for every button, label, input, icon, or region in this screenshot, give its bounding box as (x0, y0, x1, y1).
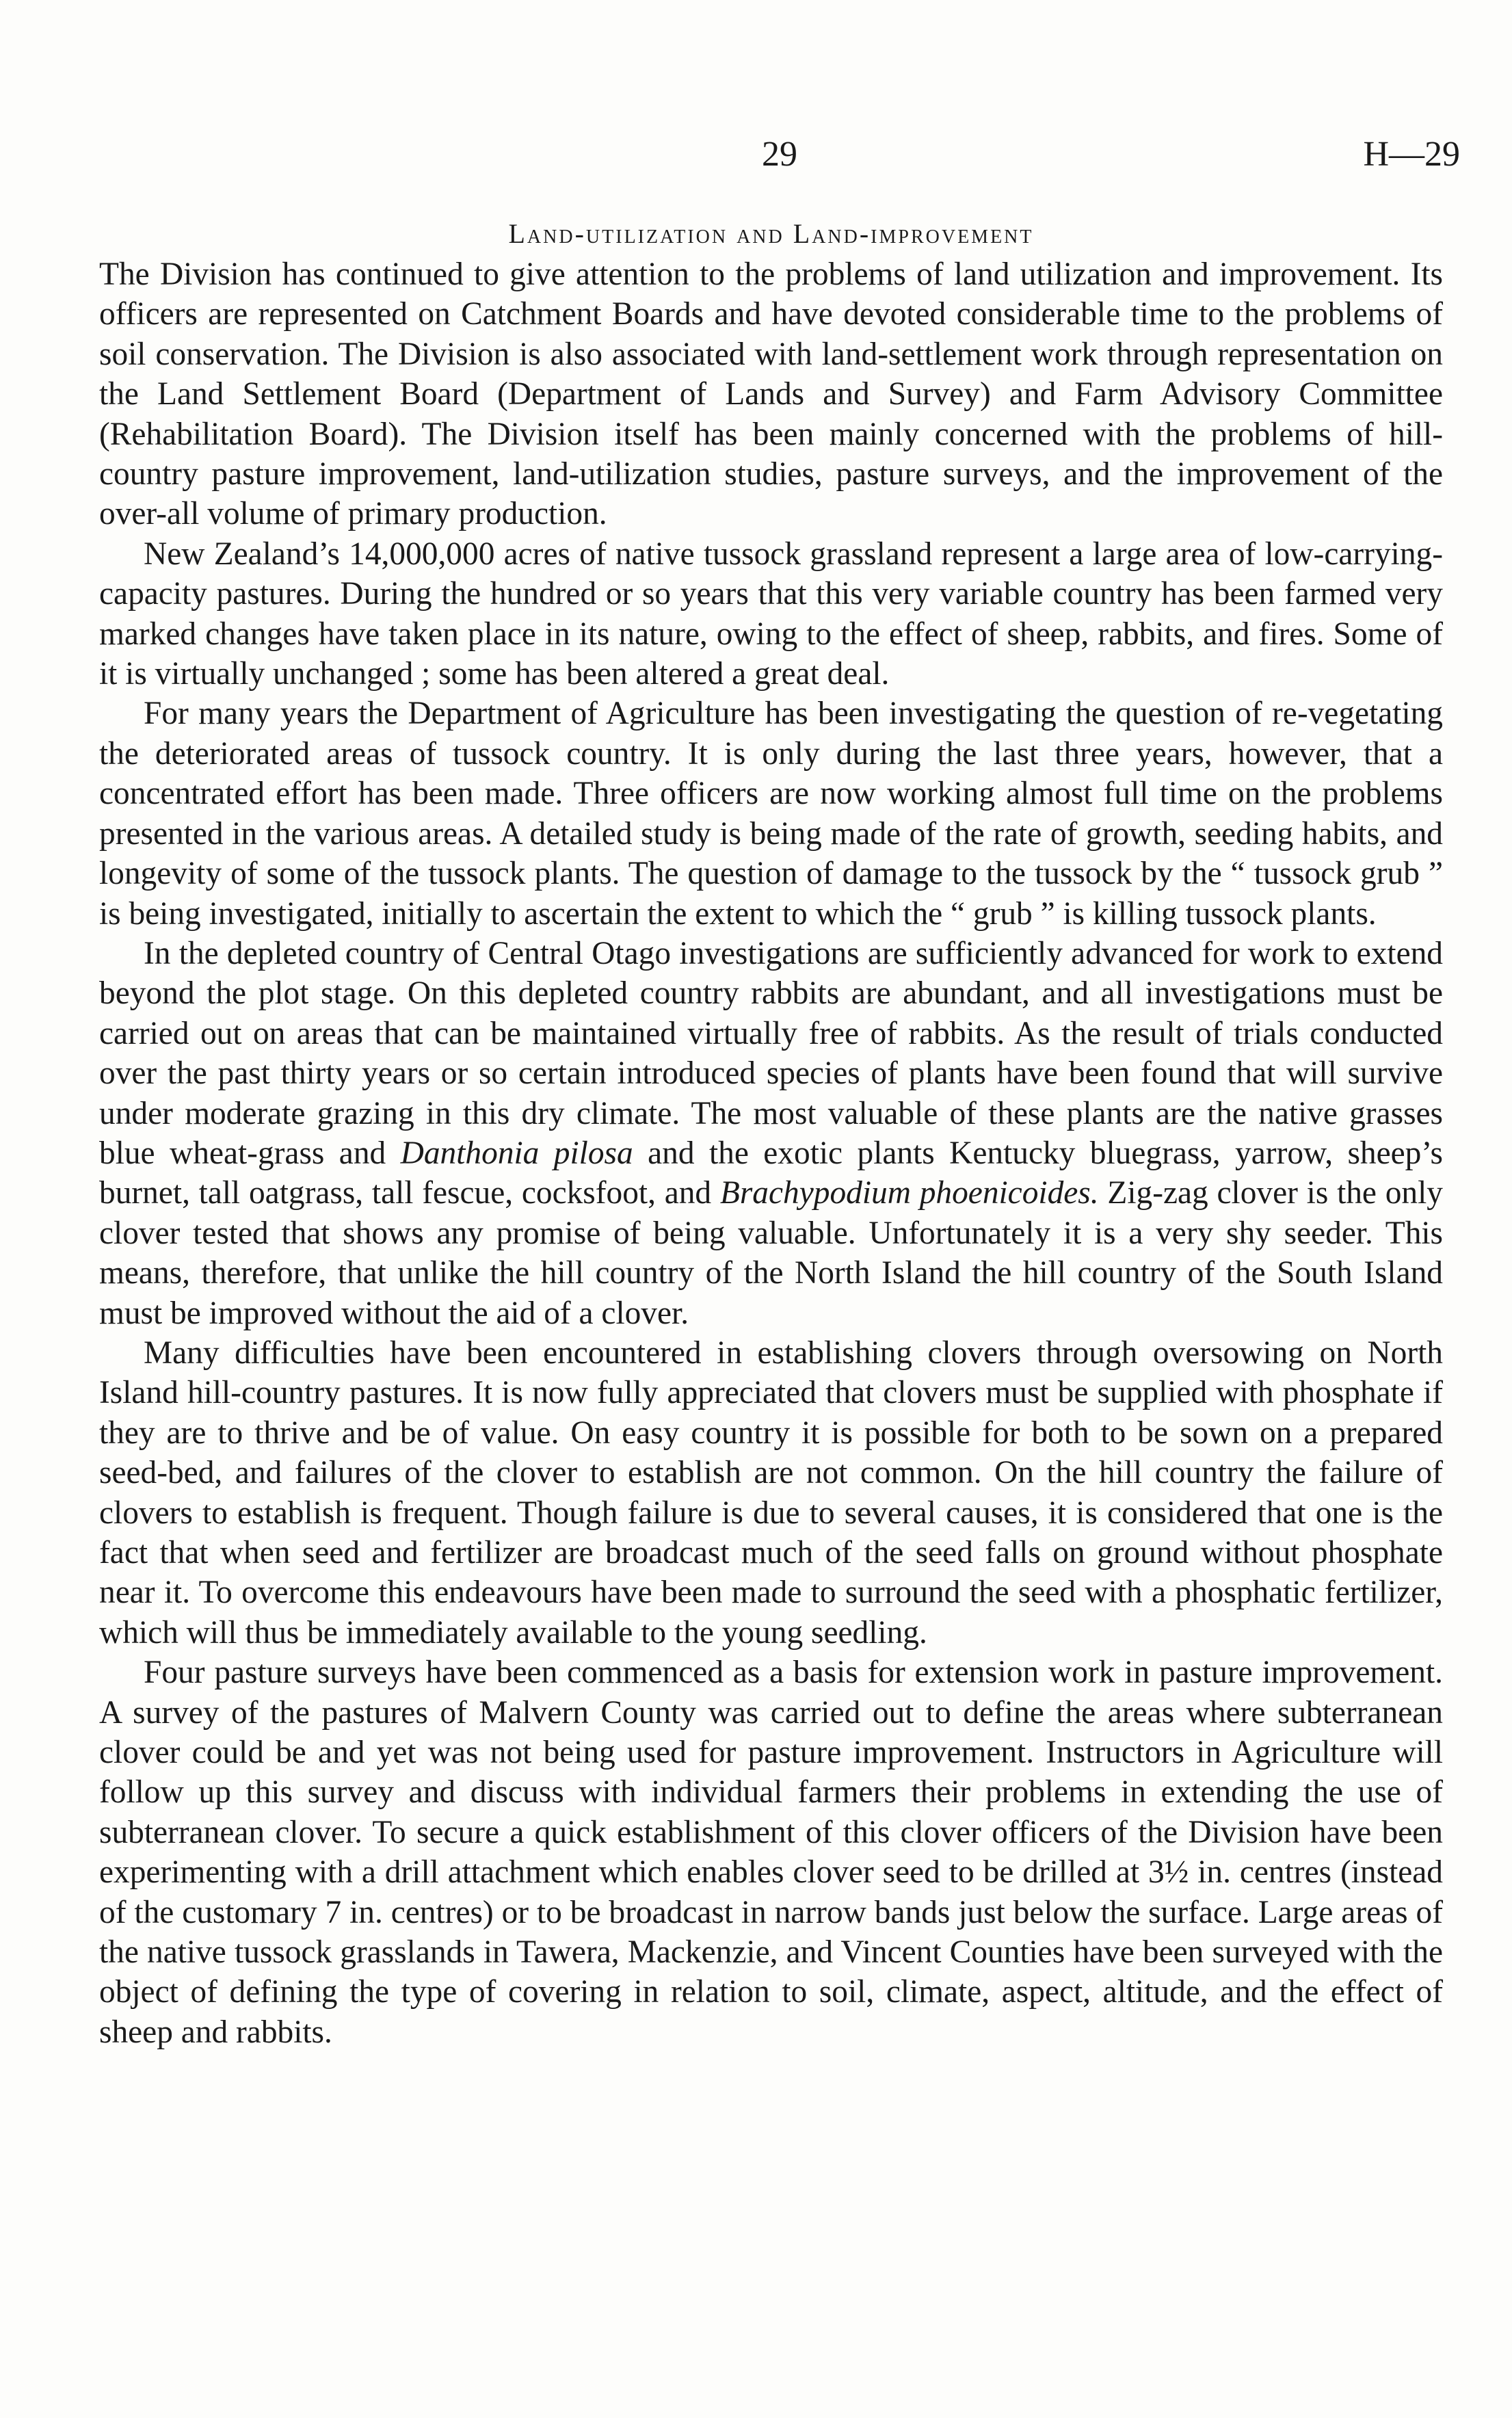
paragraph-2: New Zealand’s 14,000,000 acres of native tussock grassland represent a large area of low-carrying-capacity pastures. During the hundred or so years that this very variable country has been farmed very marked changes have taken place in its nature, owing to the effect of sheep, rabbits, and fires. Some of it is virtually unchanged ; some has been altered a great deal. (99, 536, 1443, 692)
section-heading: Land-utilization and Land-improvement (508, 218, 1034, 249)
body-text (99, 254, 1443, 2052)
page-number: 29 (762, 135, 797, 174)
running-header (99, 134, 1460, 182)
paragraph-6: Four pasture surveys have been commenced as a basis for extension work in pasture improvement. A survey of the pastures of Malvern County was carried out to define the areas where subterranean clover could be and yet was not being used for pasture improvement. Instructors in Agriculture will follow up this survey and discuss with individual farmers their problems in extending the use of subterranean clover. To secure a quick establishment of this clover officers of the Division have been experimenting with a drill attachment which enables clover seed to be drilled at 3½ in. centres (instead of the customary 7 in. centres) or to be broadcast in narrow bands just below the surface. Large areas of the native tussock grasslands in Tawera, Mackenzie, and Vincent Counties have been surveyed with the object of defining the type of covering in relation to soil, climate, aspect, altitude, and the effect of sheep and rabbits. (99, 1655, 1443, 2050)
document-reference: H—29 (1363, 135, 1460, 174)
paragraph-4-text-b: and the exotic plants Kentucky bluegrass, yarrow, sheep’s burnet, tall oatgrass, tall fescue, cocksfoot, and (99, 1135, 1443, 1211)
paragraph-4-text-c: Zig-zag clover is the only clover tested that shows any promise of being valuable. Unfortunately it is a very shy seeder. This means, therefore, that unlike the hill country of the North Island the hill country of the South Island must be improved without the aid of a clover. (99, 1175, 1443, 1331)
species-name-danthonia: Danthonia pilosa (400, 1135, 633, 1171)
species-name-brachypodium: Brachypodium phoenicoides. (719, 1175, 1099, 1211)
paragraph-1: The Division has continued to give attention to the problems of land utilization and improvement. Its officers are represented on Catchment Boards and have devoted considerable time to the problems of soil conservation. The Division is also associated with land-settlement work through representation on the Land Settlement Board (Department of Lands and Survey) and Farm Advisory Committee (Rehabilitation Board). The Division itself has been mainly concerned with the problems of hill-country pasture improvement, land-utilization studies, pasture surveys, and the improvement of the over-all volume of primary production. (99, 257, 1443, 532)
paragraph-4-text-a: In the depleted country of Central Otago investigations are sufficiently advanced for work to extend beyond the plot stage. On this depleted country rabbits are abundant, and all investigations must be carried out on areas that can be maintained virtually free of rabbits. As the result of trials conducted over the past thirty years or so certain introduced species of plants have been found that will survive under moderate grazing in this dry climate. The most valuable of these plants are the native grasses blue wheat-grass and (99, 935, 1443, 1171)
paragraph-3: For many years the Department of Agriculture has been investigating the question of re-vegetating the deteriorated areas of tussock country. It is only during the last three years, however, that a concentrated effort has been made. Three officers are now working almost full time on the problems presented in the various areas. A detailed study is being made of the rate of growth, seeding habits, and longevity of some of the tussock plants. The question of damage to the tussock by the “ tussock grub ” is being investigated, initially to ascertain the extent to which the “ grub ” is killing tussock plants. (99, 696, 1443, 932)
paragraph-4 (99, 934, 1443, 1333)
paragraph-5: Many difficulties have been encountered in establishing clovers through oversowing on North Island hill-country pastures. It is now fully appreciated that clovers must be supplied with phosphate if they are to thrive and be of value. On easy country it is possible for both to be sown on a prepared seed-bed, and failures of the clover to establish are not common. On the hill country the failure of clovers to establish is frequent. Though failure is due to several causes, it is considered that one is the fact that when seed and fertilizer are broadcast much of the seed falls on ground without phosphate near it. To overcome this endeavours have been made to surround the seed with a phosphatic fertilizer, which will thus be immediately available to the young seedling. (99, 1335, 1443, 1651)
